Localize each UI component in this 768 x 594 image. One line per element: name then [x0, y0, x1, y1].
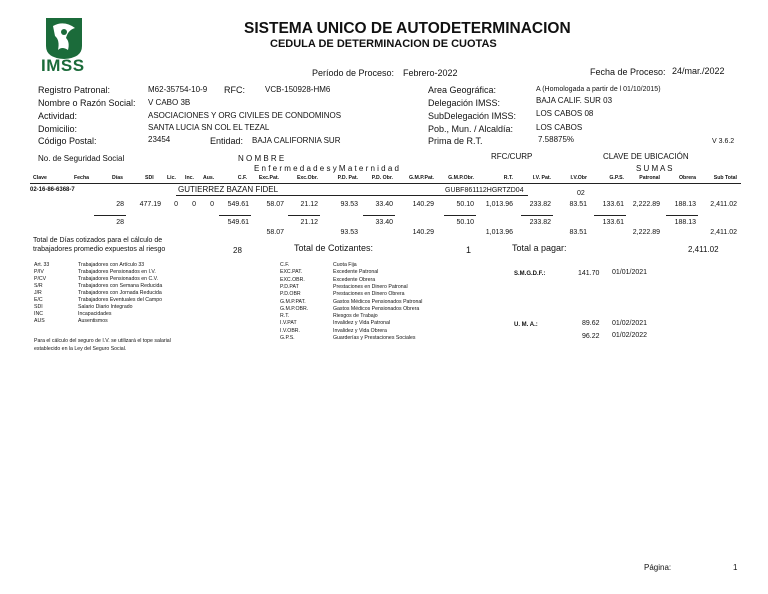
period-label: Período de Proceso: — [312, 68, 395, 78]
totals-rule — [94, 215, 126, 216]
column-header: Lic. — [167, 175, 176, 181]
nss-header: No. de Seguridad Social — [38, 154, 125, 163]
dias-total: 28 — [233, 246, 242, 255]
uma-value-1: 89.62 — [582, 320, 600, 327]
delegacion-label: Delegación IMSS: — [428, 98, 501, 108]
table-cell: 2,411.02 — [710, 201, 737, 208]
uma-value-2: 96.22 — [582, 333, 600, 340]
column-header: I.V. Pat. — [532, 175, 551, 181]
table-cell: 83.51 — [569, 201, 587, 208]
smgdf-label: S.M.G.D.F.: — [514, 271, 546, 277]
legend-code: EXC.PAT. — [280, 269, 303, 276]
legend-description: Invalidez y Vida Obrera — [333, 327, 387, 334]
column-header: Fecha — [74, 175, 89, 181]
totals-cell-dias: 28 — [116, 219, 124, 226]
cotizantes-value: 1 — [466, 245, 472, 255]
nombre-value: V CABO 3B — [148, 98, 191, 107]
legend-code: P/CV — [34, 276, 47, 282]
entidad-label: Entidad: — [210, 136, 244, 146]
totals-cell-pd_pat: 93.53 — [340, 229, 358, 236]
legend-code: I.V.OBR. — [280, 327, 300, 334]
period-value: Febrero-2022 — [403, 68, 458, 78]
column-header: Patronal — [639, 175, 660, 181]
totals-rule — [363, 215, 395, 216]
legend-description: Trabajadores con Jornada Reducida — [78, 290, 162, 296]
column-header: Clave — [33, 175, 47, 181]
column-header: Exc.Pat. — [258, 175, 279, 181]
legend-code: Art. 33 — [34, 262, 50, 268]
totals-cell-gmp_obr: 50.10 — [456, 219, 474, 226]
page-title: SISTEMA UNICO DE AUTODETERMINACION — [244, 20, 571, 37]
legend-description: Trabajadores con Artículo 33 — [78, 262, 145, 268]
totals-cell-subtotal: 2,411.02 — [710, 229, 737, 236]
table-cell: 58.07 — [266, 201, 284, 208]
pob-value: LOS CABOS — [536, 123, 583, 132]
subdelegacion-label: SubDelegación IMSS: — [428, 111, 517, 121]
smgdf-date: 01/01/2021 — [612, 269, 648, 276]
column-header: I.V.Obr — [570, 175, 587, 181]
legend-code: P.D.OBR — [280, 291, 301, 298]
table-cell: 2,222.89 — [632, 201, 660, 208]
prima-value: 7.58875% — [538, 135, 575, 144]
smgdf-value: 141.70 — [578, 270, 600, 277]
legend-code: G.P.S. — [280, 335, 295, 341]
cp-value: 23454 — [148, 135, 171, 144]
totals-cell-gmp_pat: 140.29 — [412, 229, 434, 236]
column-header: Inc. — [185, 175, 194, 181]
table-cell: 0 — [174, 201, 178, 208]
legend-description: Excedente Obrera — [333, 276, 376, 283]
column-header: G.M.P.Obr. — [448, 175, 474, 181]
totals-rule — [594, 215, 626, 216]
area-label: Area Geográfica: — [428, 85, 497, 95]
totals-cell-iv_obr: 83.51 — [569, 229, 587, 236]
totals-cell-exc_pat: 58.07 — [266, 229, 284, 236]
entidad-value: BAJA CALIFORNIA SUR — [252, 136, 341, 145]
pob-label: Pob., Mun. / Alcaldía: — [428, 124, 514, 134]
legend-description: Gastos Médicos Pensionados Patronal — [333, 298, 423, 305]
rfc-curp-header: RFC/CURP — [491, 152, 533, 161]
totals-cell-rt: 1,013.96 — [485, 229, 513, 236]
column-header: G.M.P.Pat. — [409, 175, 434, 181]
column-header: C.F. — [237, 175, 247, 181]
area-value: A (Homologada a partir de l 01/10/2015) — [536, 86, 661, 93]
page-number: 1 — [733, 563, 738, 572]
totals-cell-exc_obr: 21.12 — [300, 219, 318, 226]
imss-eagle-icon — [38, 16, 90, 60]
total-pagar-value: 2,411.02 — [688, 245, 719, 254]
legend-description: Cuota Fija — [333, 262, 357, 268]
table-cell: 0 — [210, 201, 214, 208]
legend-description: Guarderías y Prestaciones Sociales — [333, 335, 416, 341]
dias-note: Total de Días cotizados para el cálculo de trabajadores promedio expuestos al riesgo — [33, 237, 166, 253]
legend-code: G.M.P.OBR. — [280, 305, 309, 312]
table-cell: 1,013.96 — [485, 201, 513, 208]
totals-cell-iv_pat: 233.82 — [529, 219, 551, 226]
totals-cell-pd_obr: 33.40 — [375, 219, 393, 226]
process-date-label: Fecha de Proceso: — [590, 67, 666, 77]
table-cell: 0 — [192, 201, 196, 208]
legend-code: C.F. — [280, 262, 290, 268]
legend-description: Trabajadores Eventuales del Campo — [78, 297, 163, 303]
version-label: V 3.6.2 — [712, 138, 735, 145]
delegacion-value: BAJA CALIF. SUR 03 — [536, 96, 613, 105]
registro-label: Registro Patronal: — [38, 85, 111, 95]
registro-value: M62-35754-10-9 — [148, 85, 208, 94]
legend-description: Trabajadores Pensionados en I.V. — [78, 269, 156, 275]
legend-description: Gastos Médicos Pensionados Obrera — [333, 305, 420, 312]
column-header: Días — [112, 175, 123, 181]
column-header: Obrera — [678, 175, 696, 181]
clave-ubicacion-header: CLAVE DE UBICACIÓN — [603, 152, 689, 161]
total-pagar-label: Total a pagar: — [512, 243, 567, 253]
rfc-label: RFC: — [224, 85, 245, 95]
table-cell: 188.13 — [674, 201, 696, 208]
column-header: SDI — [145, 175, 154, 181]
legend-note: Para el cálculo del seguro de I.V. se utilizará el tope salarial establecido en la Ley del Seguro Social. — [34, 338, 171, 352]
table-cell: 133.61 — [602, 201, 624, 208]
domicilio-label: Domicilio: — [38, 124, 78, 134]
actividad-value: ASOCIACIONES Y ORG CIVILES DE CONDOMINOS — [148, 111, 342, 120]
legend-code: S/R — [34, 283, 43, 289]
totals-rule — [666, 215, 698, 216]
prima-label: Prima de R.T. — [428, 136, 483, 146]
totals-cell-cf: 549.61 — [227, 219, 249, 226]
legend-code: J/R — [34, 290, 42, 296]
table-cell: 50.10 — [456, 201, 474, 208]
uma-date-2: 01/02/2022 — [612, 332, 648, 339]
worker-name: GUTIERREZ BAZAN FIDEL — [178, 185, 279, 194]
cp-label: Código Postal: — [38, 136, 97, 146]
legend-code: AUS — [34, 318, 45, 324]
column-header: G.P.S. — [609, 175, 624, 181]
legend-description: Prestaciones en Dinero Patronal — [333, 283, 408, 290]
legend-code: P/IV — [34, 269, 44, 275]
page-subtitle: CEDULA DE DETERMINACION DE CUOTAS — [270, 38, 497, 50]
totals-cell-obrera: 188.13 — [674, 219, 696, 226]
column-header: Exc.Obr. — [296, 175, 318, 181]
legend-code: I.V.PAT — [280, 320, 297, 327]
header-rule — [30, 183, 741, 184]
totals-rule — [288, 215, 320, 216]
uma-label: U. M. A.: — [514, 322, 538, 328]
table-cell: 28 — [116, 201, 124, 208]
worker-nss: 02-16-86-6368-7 — [30, 187, 75, 193]
subdelegacion-value: LOS CABOS 08 — [536, 109, 594, 118]
legend-code: SDI — [34, 304, 43, 310]
legend-description: Incapacidades — [78, 311, 112, 317]
legend-description: Excedente Patronal — [333, 269, 379, 276]
table-cell: 33.40 — [375, 201, 393, 208]
column-header: P.D. Obr. — [371, 175, 393, 181]
table-cell: 549.61 — [227, 201, 249, 208]
legend-description: Invalidez y Vida Patronal — [333, 320, 391, 327]
legend-code: G.M.P.PAT. — [280, 298, 306, 305]
uma-date-1: 01/02/2021 — [612, 320, 648, 327]
column-header: R.T. — [503, 175, 513, 181]
totals-cell-gps: 133.61 — [602, 219, 624, 226]
column-header: P.D. Pat. — [337, 175, 358, 181]
page-label: Página: — [644, 563, 672, 572]
legend-description: Salario Diario Integrado — [78, 304, 133, 310]
process-date-value: 24/mar./2022 — [672, 66, 725, 76]
column-header: Sub Total — [713, 175, 737, 181]
logo-text: IMSS — [41, 56, 85, 75]
worker-curp: GUBF861112HGRTZD04 — [445, 187, 524, 194]
legend-description: Riesgos de Trabajo — [333, 313, 378, 320]
table-cell: 477.19 — [139, 201, 161, 208]
legend-description: Trabajadores Pensionados en C.V. — [78, 276, 159, 282]
totals-rule — [521, 215, 553, 216]
totals-rule — [444, 215, 476, 216]
nombre-label: Nombre o Razón Social: — [38, 98, 136, 108]
worker-rule — [176, 195, 528, 196]
column-header: Aus. — [203, 175, 215, 181]
legend-code: INC — [34, 311, 43, 317]
actividad-label: Actividad: — [38, 111, 78, 121]
totals-cell-patronal: 2,222.89 — [632, 229, 660, 236]
imss-logo — [38, 16, 90, 76]
domicilio-value: SANTA LUCIA SN COL EL TEZAL — [148, 123, 270, 132]
legend-code: E/C — [34, 297, 43, 303]
totals-rule — [219, 215, 251, 216]
legend-code: R.T. — [280, 313, 290, 320]
table-cell: 140.29 — [412, 201, 434, 208]
legend-description: Prestaciones en Dinero Obrera — [333, 291, 405, 298]
table-cell: 93.53 — [340, 201, 358, 208]
legend-description: Trabajadores con Semana Reducida — [78, 283, 163, 289]
table-cell: 21.12 — [300, 201, 318, 208]
legend-description: Ausentismos — [78, 318, 108, 324]
cotizantes-label: Total de Cotizantes: — [294, 243, 374, 253]
nombre-header: N O M B R E — [238, 154, 285, 163]
enfermedades-header: E n f e r m e d a d e s y M a t e r n i d a d — [254, 164, 399, 173]
rfc-value: VCB-150928-HM6 — [265, 85, 331, 94]
sumas-header: S U M A S — [636, 164, 673, 173]
worker-ubicacion: 02 — [577, 190, 585, 197]
legend-code: EXC.OBR. — [280, 276, 305, 283]
table-cell: 233.82 — [529, 201, 551, 208]
legend-code: P.D.PAT — [280, 283, 299, 290]
